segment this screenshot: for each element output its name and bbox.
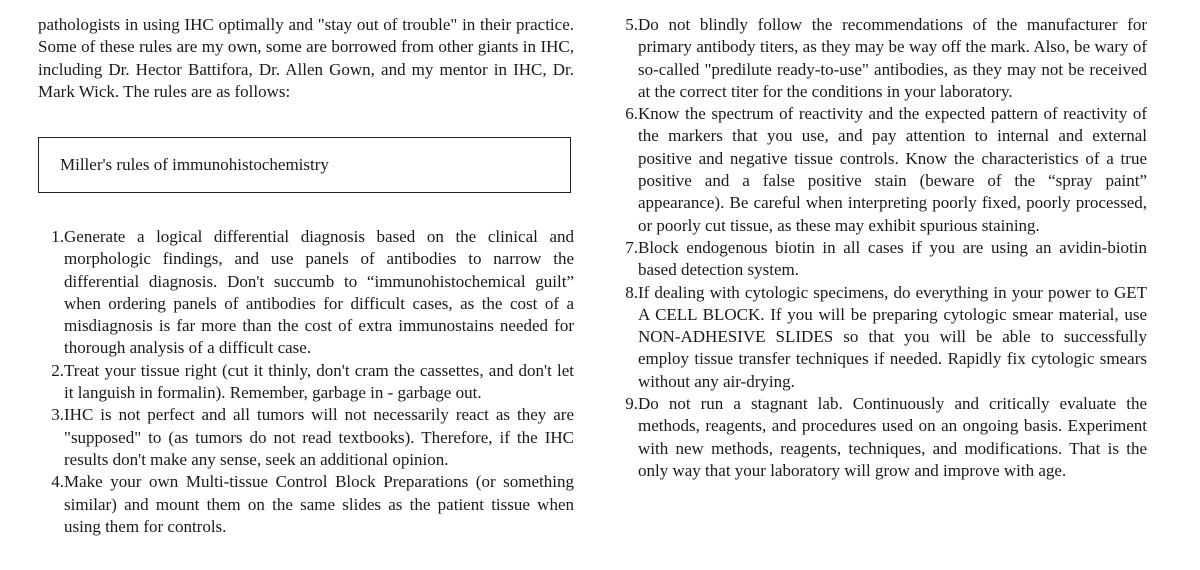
rules-list-left	[38, 226, 574, 538]
rule-item	[38, 226, 574, 360]
rule-text: Treat your tissue right (cut it thinly, don't cram the cassettes, and don't let it languish in formalin). Remember, garbage in - garbage out.	[64, 360, 574, 403]
rule-text: IHC is not perfect and all tumors will not necessarily react as they are "supposed" to (as tumors do not read textbooks). Therefore, if the IHC results don't make any sense, seek an additional opinion.	[64, 405, 574, 469]
rule-item	[612, 393, 1147, 482]
rules-list-right	[612, 14, 1147, 482]
intro-paragraph: pathologists in using IHC optimally and "stay out of trouble" in their practice. Some of these rules are my own, some are borrowed from other giants in IHC, including Dr. Hector Battifora, Dr. Allen Gown, and my mentor in IHC, Dr. Mark Wick. The rules are as follows:	[38, 15, 574, 101]
rule-number: 4.	[51, 472, 64, 492]
rule-item	[612, 282, 1147, 393]
rule-item	[38, 404, 574, 471]
rule-number: 9.	[625, 394, 638, 414]
rule-item	[38, 360, 574, 405]
rule-number: 1.	[51, 227, 64, 246]
rule-item	[612, 237, 1147, 282]
rule-number: 5.	[625, 15, 638, 34]
rule-text: If dealing with cytologic specimens, do everything in your power to GET A CELL BLOCK. If you will be preparing cytologic smear material, use NON-ADHESIVE SLIDES so that you will be able to successfully employ tissue transfer techniques if needed. Rapidly fix cytologic smears without any air-drying.	[638, 282, 1147, 391]
left-column	[38, 14, 574, 103]
rule-number: 6.	[625, 104, 638, 124]
rule-number: 8.	[625, 282, 638, 302]
rule-item	[612, 103, 1147, 237]
rules-title-box	[38, 137, 571, 193]
rule-item	[612, 14, 1147, 103]
rule-number: 7.	[625, 237, 638, 257]
rule-text: Block endogenous biotin in all cases if you are using an avidin-biotin based detection system.	[638, 237, 1147, 280]
rule-text: Do not run a stagnant lab. Continuously and critically evaluate the methods, reagents, and procedures used on an ongoing basis. Experiment with new methods, reagents, techniques, and modifications. That is the only way that your laboratory will grow and improve with age.	[638, 394, 1147, 480]
rule-text: Generate a logical differential diagnosis based on the clinical and morphologic findings, and use panels of antibodies to narrow the differential diagnosis. Don't succumb to “immunohistochemical guilt” when ordering panels of antibodies for difficult cases, as the cost of a misdiagnosis is far more than the cost of extra immunostains needed for thorough analysis of a difficult case.	[64, 227, 574, 358]
right-column	[612, 14, 1147, 482]
rule-number: 3.	[51, 405, 64, 425]
rule-text: Do not blindly follow the recommendations of the manufacturer for primary antibody titers, as they may be way off the mark. Also, be wary of so-called "predilute ready-to-use" antibodies, as they may not be received at the correct titer for the conditions in your laboratory.	[638, 15, 1147, 101]
rule-text: Know the spectrum of reactivity and the expected pattern of reactivity of the markers that you use, and pay attention to internal and external positive and negative tissue controls. Know the characteristics of a true positive and a false positive stain (beware of the “spray paint” appearance). Be careful when interpreting poorly fixed, poorly processed, or poorly cut tissue, as these may exhibit spurious staining.	[638, 104, 1147, 235]
rule-text: Make your own Multi-tissue Control Block Preparations (or something similar) and mount them on the same slides as the patient tissue when using them for controls.	[64, 472, 574, 536]
rule-item	[38, 471, 574, 538]
rules-title: Miller's rules of immunohistochemistry	[60, 155, 329, 174]
rule-number: 2.	[51, 360, 64, 380]
